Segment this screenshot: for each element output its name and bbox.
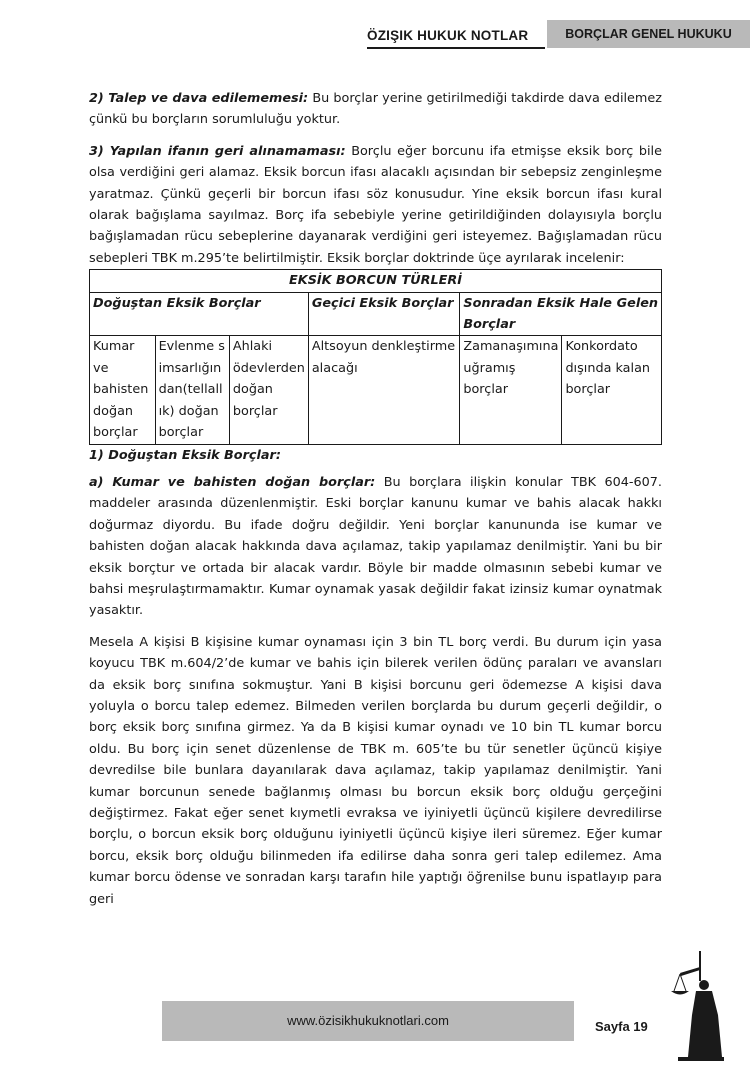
table-cell-concordat: Konkordato dışında kalan borçlar — [562, 336, 662, 444]
gambling-paragraph — [89, 472, 662, 622]
example-paragraph: Mesela A kişisi B kişisine kumar oynaması için 3 bin TL borç verdi. Bu durum için yasa koyucu TBK m.604/2’de kumar ve bahis için bilerek verilen ödünç paraları ve avansları da eksik borç sınıfına sokmuştur. Yani B kişisi borcunu geri ödemezse A kişisi dava yoluyla o borcu talep edemez. Bilmeden verilen borçlarda bu durum geçerli değildir, o borç eksik borç sınıfına girmez. Ya da B kişisi kumar oynadı ve 10 bin TL kumar borcu oldu. Bu borç için senet düzenlense de TBK m. 605’te bu tür senetler üçüncü kişiye devredilse bile bunlara dayanılarak dava açılamaz, takip yapılamaz denilmiştir. Yani kumar borcunun senede bağlanmış olması bu borcun eksik borç olduğu gerçeğini değiştirmez. Fakat eğer senet kıymetli evraksa ve iyiniyetli üçüncü kişilere devredilirse borçlu, o borcun eksik borç olduğunu iyiniyetli üçüncü kişiye ileri süremez. Eğer kumar borcu, eksik borç olduğu bilinmeden ifa edilirse daha sonra geri talep edilemez. Ama kumar borcu ödense ve sonradan karşı tarafın hile yaptığı öğrenilse bunu ispatlayıp para geri — [89, 634, 662, 907]
table-cell-prescription: Zamanaşımına uğramış borçlar — [460, 336, 562, 444]
table-cell-gambling: Kumar ve bahisten doğan borçlar — [90, 336, 156, 444]
column-header-temporary: Geçici Eksik Borçlar — [308, 292, 460, 336]
section-3-paragraph — [89, 141, 662, 269]
section-2-text: Bu borçlar yerine getirilmediği takdirde dava edilemez çünkü bu borçların sorumluluğu yoktur. — [89, 91, 662, 128]
section-3-text: Borçlu eğer borcunu ifa etmişse eksik borç bile olsa verdiğini geri alamaz. Eksik borcun ifası alacaklı açısından bir sebepsiz zenginleşme yaratmaz. Çünkü geçerli bir borcun ifası söz konusudur. Yine eksik borcun ifası kural olarak bağışlama sayılmaz. Borç ifa sebebiyle yerine getirildiğinden dolayısıyla borçlu bağışlamadan rücu sebeplerine dayanarak verdiğini geri isteyemez. Bağışlamadan rücu sebepleri TBK m.295’te belirtilmiştir. Eksik borçlar doktrinde üçe ayrılarak incelenir: — [89, 143, 662, 266]
header-title: ÖZIŞIK HUKUK NOTLAR — [367, 28, 529, 43]
table-cell-moral-duties: Ahlaki ödevlerden doğan borçlar — [229, 336, 308, 444]
footer-website: www.özisikhukuknotlari.com — [162, 1001, 574, 1041]
column-header-innate: Doğuştan Eksik Borçlar — [90, 292, 309, 336]
section-3-heading: 3) Yapılan ifanın geri alınamaması: — [89, 143, 346, 159]
header-underline — [367, 47, 545, 49]
page-number: Sayfa 19 — [595, 1019, 648, 1034]
lady-justice-icon — [666, 945, 736, 1063]
innate-debts-heading: 1) Doğuştan Eksik Borçlar: — [89, 447, 281, 463]
column-header-later: Sonradan Eksik Hale Gelen Borçlar — [460, 292, 662, 336]
section-2-paragraph — [89, 88, 662, 131]
table-title: EKSİK BORCUN TÜRLERİ — [90, 270, 662, 292]
section-2-heading: 2) Talep ve dava edilememesi: — [89, 91, 309, 106]
debt-types-table — [89, 269, 662, 444]
gambling-heading: a) Kumar ve bahisten doğan borçlar: — [89, 474, 376, 490]
page-content — [89, 88, 662, 910]
header-subject-badge: BORÇLAR GENEL HUKUKU — [547, 20, 750, 48]
table-cell-marriage-brokerage: Evlenme simsarlığından(tellallık) doğan borçlar — [155, 336, 229, 444]
table-cell-lineage-equalization: Altsoyun denkleştirme alacağı — [308, 336, 460, 444]
gambling-text: Bu borçlara ilişkin konular TBK 604-607. maddeler arasında düzenlenmiştir. Eski borçlar kanunu kumar ve bahis alacak hakkı doğurmaz diyordu. Bu ifade doğru değildir. Yeni borçlar kanununda ise kumar ve bahisten doğan alacak hakkında dava açılamaz, takip yapılamaz denilmiştir. Yani bu bir eksik borçtur ve ortada bir alacak vardır. Böyle bir madde olmasının sebebi kumar ve bahsi meşrulaştırmamaktır. Kumar oynamak yasak değildir fakat izinsiz kumar oynatmak yasaktır. — [89, 474, 662, 619]
